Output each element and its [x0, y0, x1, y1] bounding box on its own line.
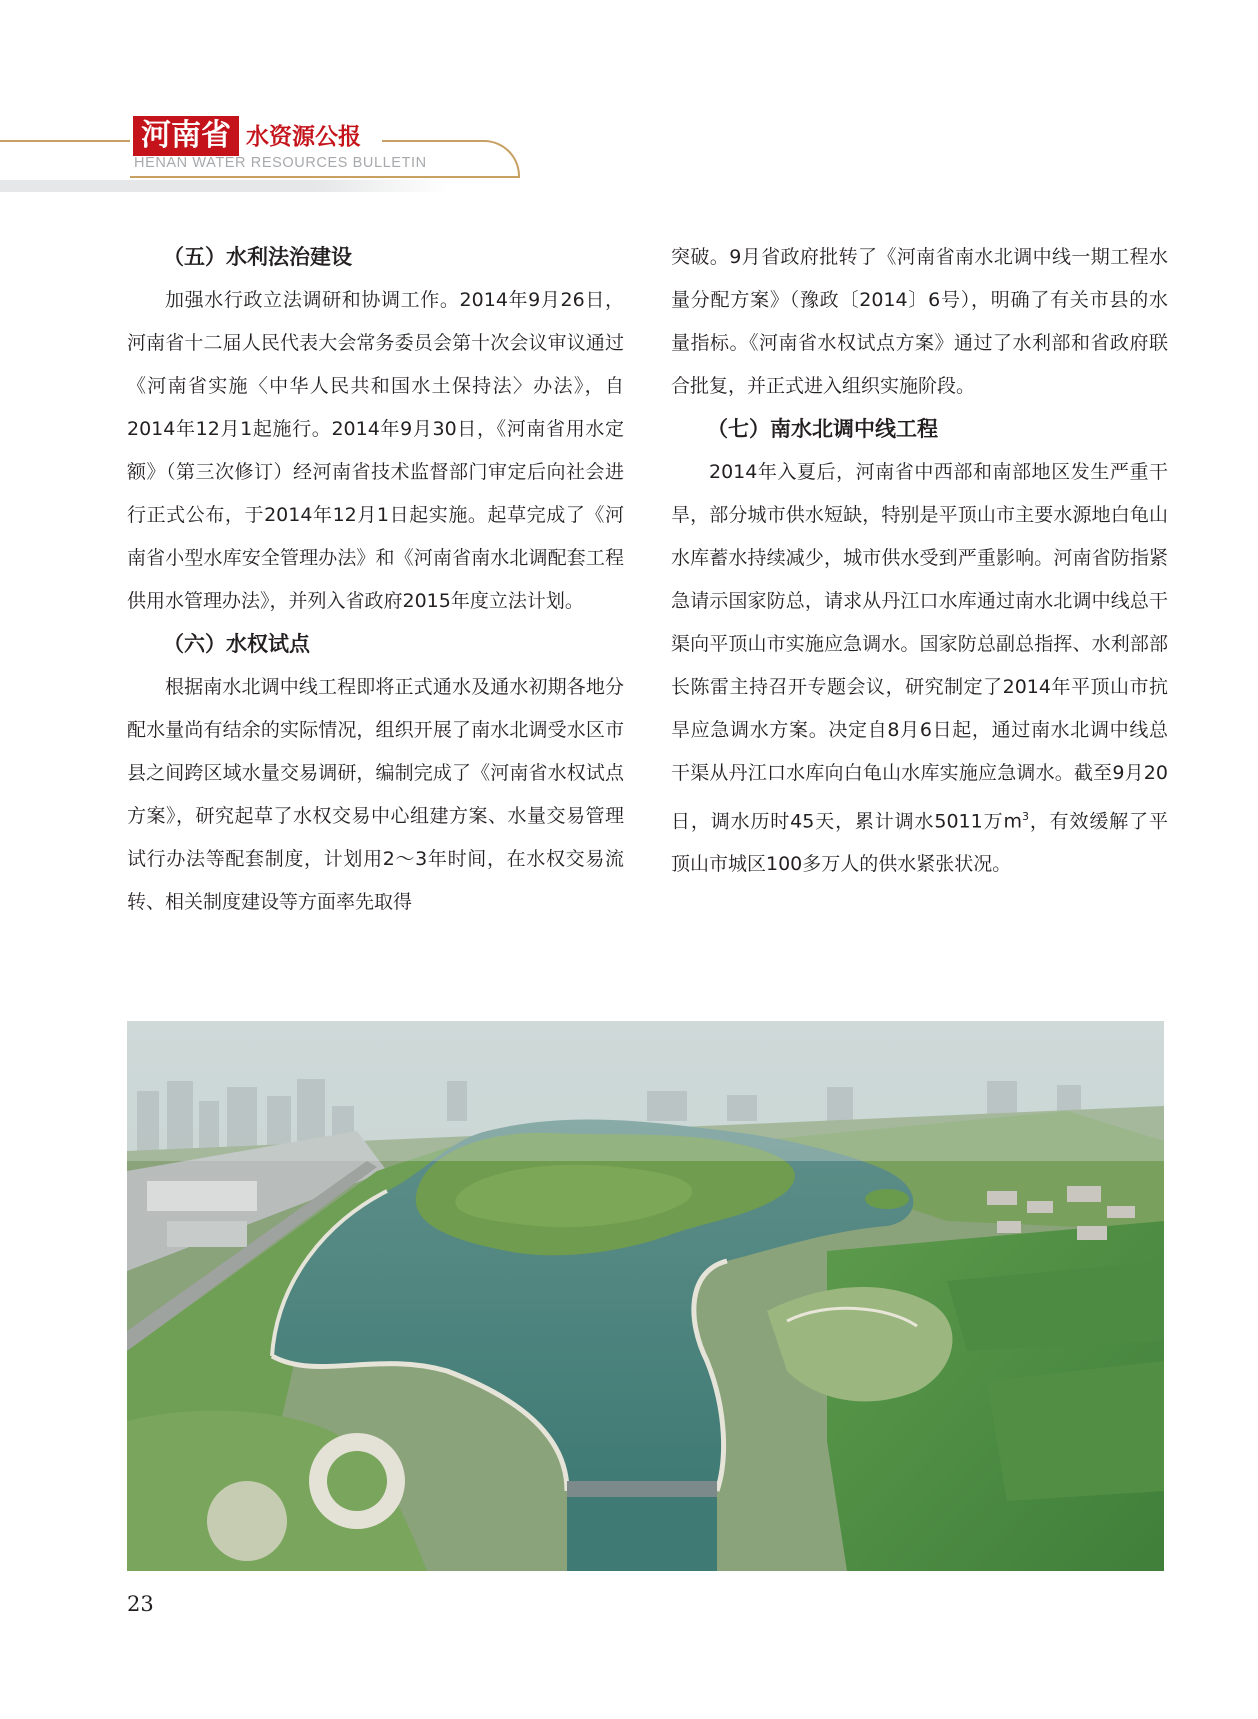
section-5-paragraph: 加强水行政立法调研和协调工作。2014年9月26日，河南省十二届人民代表大会常务委员会第十次会议审议通过《河南省实施〈中华人民共和国水土保持法〉办法》，自2014年12月1起施行。2014年9月30日，《河南省用水定额》（第三次修订）经河南省技术监督部门审定后向社会进行正式公布，于2014年12月1日起实施。起草完成了《河南省小型水库安全管理办法》和《河南省南水北调配套工程供用水管理办法》，并列入省政府2015年度立法计划。 — [127, 289, 624, 612]
section-6-paragraph-part1: 根据南水北调中线工程即将正式通水及通水初期各地分配水量尚有结余的实际情况，组织开展了南水北调受水区市县之间跨区域水量交易调研，编制完成了《河南省水权试点方案》，研究起草了水权交易中心组建方案、水量交易管理试行办法等配套制度，计划用2～3年时间，在水权交易流转、相关制度建设等方面率先取得 — [127, 676, 624, 913]
section-heading-5: （五）水利法治建设 — [163, 245, 352, 269]
section-7-text-b: ，有效缓解了平顶山市城区100多万人的供水紧张状况。 — [671, 810, 1168, 876]
header-rule-top — [0, 140, 130, 142]
header-curve-decoration — [440, 140, 520, 178]
header-title-box — [133, 116, 239, 156]
aerial-reservoir-photo — [127, 1021, 1164, 1571]
page-number: 23 — [127, 1592, 154, 1616]
header-rule-low — [130, 176, 520, 178]
section-7-text-a: 2014年入夏后，河南省中西部和南部地区发生严重干旱，部分城市供水短缺，特别是平顶山市主要水源地白龟山水库蓄水持续减少，城市供水受到严重影响。河南省防指紧急请示国家防总，请求从丹江口水库通过南水北调中线总干渠向平顶山市实施应急调水。国家防总副总指挥、水利部部长陈雷主持召开专题会议，研究制定了2014年平顶山市抗旱应急调水方案。决定自8月6日起，通过南水北调中线总干渠从丹江口水库向白龟山水库实施应急调水。截至9月20日，调水历时45天，累计调水5011万m — [671, 461, 1168, 833]
text-column-left — [127, 236, 624, 666]
section-7-paragraph — [671, 451, 1168, 886]
header-english-title: HENAN WATER RESOURCES BULLETIN — [134, 155, 427, 171]
header-gray-band — [0, 180, 450, 192]
text-column-right — [671, 236, 1168, 886]
section-heading-6: （六）水权试点 — [163, 632, 310, 656]
bulletin-header — [0, 110, 530, 196]
aerial-photo-illustration — [127, 1021, 1164, 1571]
cubic-superscript: 3 — [1021, 810, 1029, 823]
header-subtitle: 水资源公报 — [246, 123, 361, 150]
header-title: 河南省 — [141, 118, 231, 153]
section-6-paragraph-part2: 突破。9月省政府批转了《河南省南水北调中线一期工程水量分配方案》（豫政〔2014〕6号），明确了有关市县的水量指标。《河南省水权试点方案》通过了水利部和省政府联合批复，并正式进入组织实施阶段。 — [671, 246, 1168, 397]
section-heading-7: （七）南水北调中线工程 — [707, 417, 938, 441]
section-6-left-wrap — [127, 666, 624, 924]
